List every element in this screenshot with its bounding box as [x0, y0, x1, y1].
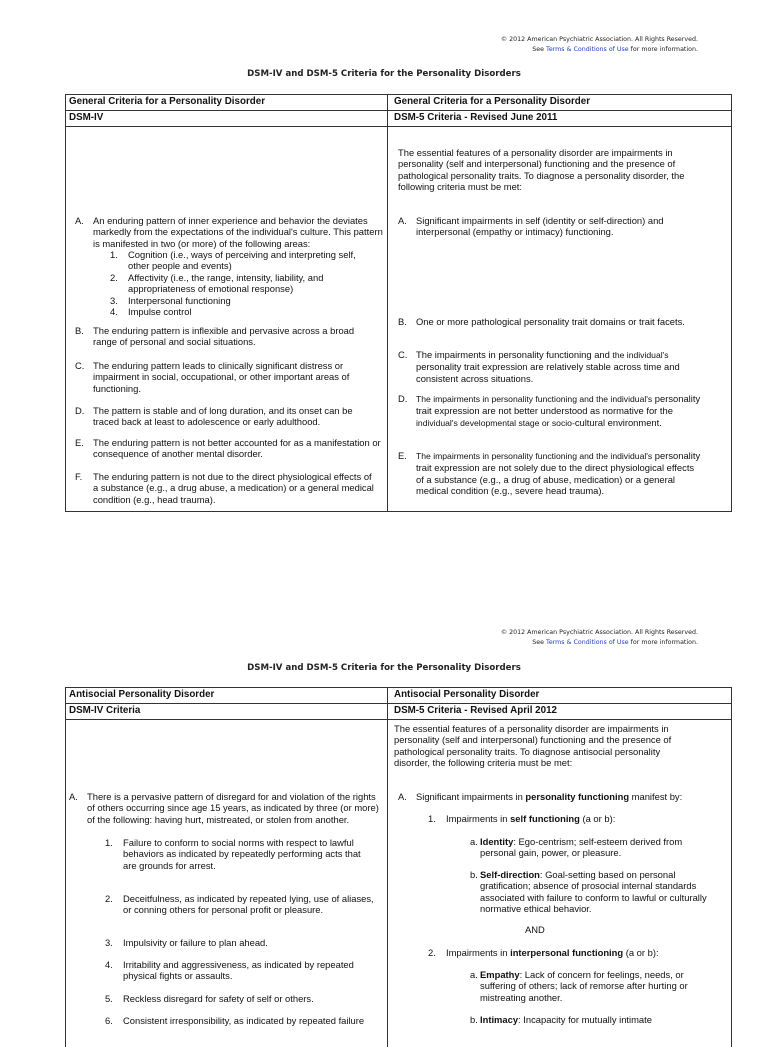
left-column-subheader: DSM-IV — [69, 112, 104, 123]
left-subcriterion-4: Irritability and aggressiveness, as indicated by repeated physical fights or assaults. — [123, 959, 354, 982]
right-criterion-d: The impairments in personality functioning and the individual's personality trait expression are not better understood as normative for the individual's developmental stage or socio-cultural environment. — [416, 393, 701, 428]
left-subcriterion-1: Cognition (i.e., ways of perceiving and interpreting self, other people and events) — [128, 249, 356, 272]
left-subcriterion-3: Impulsivity or failure to plan ahead. — [123, 937, 268, 948]
left-column-subheader: DSM-IV Criteria — [69, 705, 141, 716]
document-title: DSM-IV and DSM-5 Criteria for the Personality Disorders — [247, 69, 521, 79]
left-criterion-a: An enduring pattern of inner experience and behavior the deviates markedly from the expectations of the individual's culture. This pattern is manifested in two (or more) of the following areas: — [93, 215, 383, 249]
left-subcriterion-5: Reckless disregard for safety of self or others. — [123, 993, 314, 1004]
right-self-direction: Self-direction: Goal-setting based on personal gratification; absence of prosocial internal standards associated with failure to conform to lawful or culturally normative ethical behavior. — [480, 869, 707, 915]
right-empathy: Empathy: Lack of concern for feelings, needs, or suffering of others; lack of remorse after hurting or mistreating another. — [480, 969, 688, 1003]
right-criterion-a: Significant impairments in personality functioning manifest by: — [416, 791, 683, 802]
left-subcriterion-2: Deceitfulness, as indicated by repeated lying, use of aliases, or conning others for personal profit or pleasure. — [123, 893, 374, 916]
left-subcriterion-4: Impulse control — [128, 306, 192, 317]
right-subcriterion-2: Impairments in interpersonal functioning (a or b): — [446, 947, 659, 958]
right-intro: The essential features of a personality disorder are impairments in personality (self and interpersonal) functioning and the presence of pathological personality traits. To diagnose a personality disorder, the following criteria must be met: — [398, 147, 685, 193]
left-column-header: General Criteria for a Personality Disorder — [69, 96, 266, 107]
criteria-table-general: General Criteria for a Personality Disorder General Criteria for a Personality Disorder DSM-IV DSM-5 Criteria - Revised June 2011 The essential features of a personality disorder are impairments in personality (self and interpersonal) functioning and the presence of pathological personality traits. To diagnose a personality disorder, the following criteria must be met: A. An enduring pattern of inner experience and behavior the deviates markedly from the expectations of the individual's culture. This pattern is manifested in two (or more) of the following areas: 1. Cognition (i.e., ways of perceiving and interpreting self, other people and events) 2. Affectivity (i.e., the range, intensity, liability, and appropriateness of emotional response) 3. Interpersonal functioning 4. Impulse control B. The enduring pattern is inflexible and pervasive across a broad range of personal and social situations. C. The enduring pattern leads to clinically significant distress or impairment in social, occupational, or other important areas of functioning. D. The pattern is stable and of long duration, and its onset can be traced back at least to adolescence or early adulthood. E. The enduring pattern is not better accounted for as a manifestation or consequence of another mental disorder. F. The enduring pattern is not due to the direct physiological effects of a substance (e.g., a drug abuse, a medication) or a general medical condition (e.g., head trauma). A. Significant impairments in self (identity or self-direction) and interpersonal (empathy or intimacy) functioning. B. One or more pathological personality trait domains or trait facets. C. The impairments in personality functioning and the individual's personality trait expression are relatively stable across time and consistent across situations. D. The impairments in personality functioning and the individual's personality trait expression are not better understood as normative for the individual's developmental stage or socio-cultural environment. E. The impairments in personality functioning and the individual's personality trait expression are not solely due to the direct physiological effects of a substance (e.g., a drug of abuse, medication) or a general medical condition (e.g., severe head trauma). — [65, 94, 732, 512]
left-criterion-a: There is a pervasive pattern of disregard for and violation of the rights of others occurring since age 15 years, as indicated by three (or more) of the following: having hurt, mistreated, or stolen from another. — [87, 791, 379, 825]
right-column-subheader: DSM-5 Criteria - Revised June 2011 — [394, 112, 558, 123]
right-column-header: General Criteria for a Personality Disorder — [394, 96, 591, 107]
terms-link-2[interactable]: Terms & Conditions of Use — [546, 639, 629, 646]
right-identity: Identity: Ego-centrism; self-esteem derived from personal gain, power, or pleasure. — [480, 836, 683, 859]
left-criterion-d: The pattern is stable and of long duration, and its onset can be traced back at least to adolescence or early adulthood. — [93, 405, 353, 428]
left-subcriterion-6: Consistent irresponsibility, as indicated by repeated failure — [123, 1015, 365, 1026]
left-criterion-f: The enduring pattern is not due to the direct physiological effects of a substance (e.g., a drug abuse, a medication) or a general medical condition (e.g., head trauma). — [93, 471, 374, 505]
right-criterion-c: The impairments in personality functioning and the individual's personality trait expression are relatively stable across time and consistent across situations. — [416, 349, 680, 384]
left-criterion-b: The enduring pattern is inflexible and pervasive across a broad range of personal and social situations. — [93, 325, 355, 348]
right-and: AND — [525, 924, 545, 935]
right-column-subheader: DSM-5 Criteria - Revised April 2012 — [394, 705, 557, 716]
left-column-header: Antisocial Personality Disorder — [69, 689, 215, 700]
right-column-header: Antisocial Personality Disorder — [394, 689, 540, 700]
right-criterion-e: The impairments in personality functioning and the individual's personality trait expression are not solely due to the direct physiological effects of a substance (e.g., a drug of abuse, medication) or a general medical condition (e.g., severe head trauma). — [416, 450, 701, 497]
right-intimacy: Intimacy: Incapacity for mutually intimate — [480, 1014, 652, 1025]
document-title-2: DSM-IV and DSM-5 Criteria for the Personality Disorders — [247, 663, 521, 673]
left-criterion-c: The enduring pattern leads to clinically significant distress or impairment in social, occupational, or other important areas of functioning. — [93, 360, 350, 394]
right-criterion-a: Significant impairments in self (identity or self-direction) and interpersonal (empathy or intimacy) functioning. — [416, 215, 664, 238]
terms-link[interactable]: Terms & Conditions of Use — [546, 46, 629, 53]
copyright-notice: © 2012 American Psychiatric Association. All Rights Reserved. See Terms & Conditions of Use for more information. — [500, 36, 698, 53]
left-subcriterion-3: Interpersonal functioning — [128, 295, 231, 306]
criteria-table-antisocial: Antisocial Personality Disorder Antisocial Personality Disorder DSM-IV Criteria DSM-5 Criteria - Revised April 2012 The essential features of a personality disorder are impairments in personality (self and interpersonal) functioning and the presence of pathological personality traits. To diagnose antisocial personality disorder, the following criteria must be met: A. There is a pervasive pattern of disregard for and violation of the rights of others occurring since age 15 years, as indicated by three (or more) of the following: having hurt, mistreated, or stolen from another. 1. Failure to conform to social norms with respect to lawful behaviors as indicated by repeatedly performing acts that are grounds for arrest. 2. Deceitfulness, as indicated by repeated lying, use of aliases, or conning others for personal profit or pleasure. 3. Impulsivity or failure to plan ahead. 4. Irritability and aggressiveness, as indicated by repeated physical fights or assaults. 5. Reckless disregard for safety of self or others. 6. Consistent irresponsibility, as indicated by repeated failure A. Significant impairments in personality functioning manifest by: 1. Impairments in self functioning (a or b): a. Identity: Ego-centrism; self-esteem derived from personal gain, power, or pleasure. b. Self-direction: Goal-setting based on personal gratification; absence of prosocial internal standards associated with failure to conform to lawful or culturally normative ethical behavior. AND 2. Impairments in interpersonal functioning (a or b): a. Empathy: Lack of concern for feelings, needs, or suffering of others; lack of remorse after hurting or mistreating another. b. Intimacy: Incapacity for mutually intimate — [65, 687, 732, 1047]
left-criterion-e: The enduring pattern is not better accounted for as a manifestation or consequence of another mental disorder. — [93, 437, 381, 460]
copyright-notice-2: © 2012 American Psychiatric Association. All Rights Reserved. See Terms & Conditions of Use for more information. — [500, 629, 698, 646]
right-subcriterion-1: Impairments in self functioning (a or b): — [446, 813, 616, 824]
right-criterion-b: One or more pathological personality trait domains or trait facets. — [416, 316, 685, 327]
right-intro: The essential features of a personality disorder are impairments in personality (self and interpersonal) functioning and the presence of pathological personality traits. To diagnose antisocial personality disorder, the following criteria must be met: — [394, 723, 672, 769]
copyright-line: © 2012 American Psychiatric Association. All Rights Reserved. — [500, 36, 698, 43]
left-subcriterion-1: Failure to conform to social norms with respect to lawful behaviors as indicated by repeatedly performing acts that are grounds for arrest. — [123, 837, 361, 871]
left-subcriterion-2: Affectivity (i.e., the range, intensity, liability, and appropriateness of emotional response) — [128, 272, 324, 295]
